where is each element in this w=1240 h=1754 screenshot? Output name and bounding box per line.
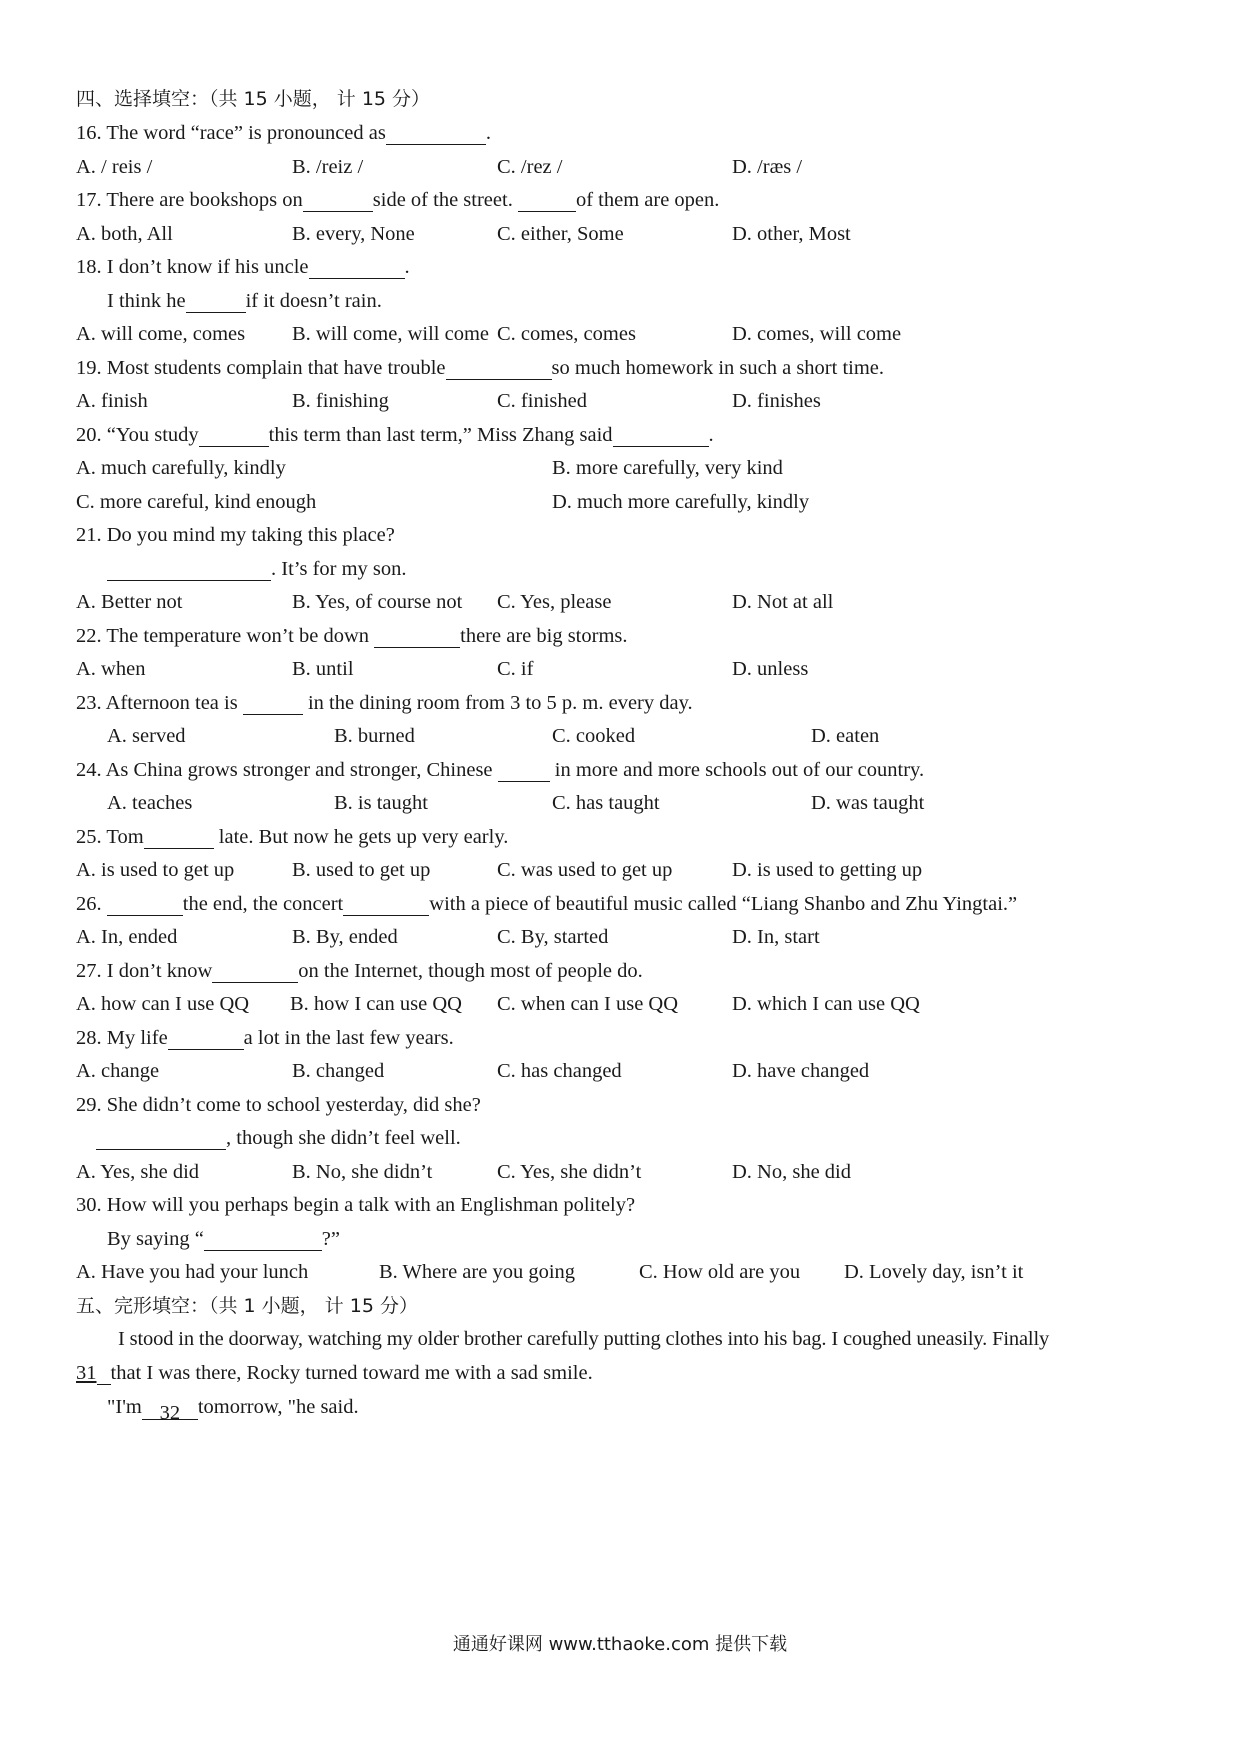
answer-blank <box>498 757 550 782</box>
answer-blank <box>212 958 298 983</box>
options-24 <box>76 785 1180 822</box>
blank-32: 32 <box>142 1395 198 1420</box>
option-d: D. Lovely day, isn’t it <box>844 1261 1024 1283</box>
question-22: 22. The temperature won’t be down there are big storms. <box>76 625 628 647</box>
question-21: 21. Do you mind my taking this place? <box>76 524 395 546</box>
answer-blank <box>168 1025 244 1050</box>
option-c: C. By, started <box>497 926 609 948</box>
answer-blank <box>303 187 373 212</box>
options-22 <box>76 651 1180 688</box>
option-d: D. have changed <box>732 1060 870 1082</box>
options-17 <box>76 216 1180 253</box>
option-d: D. comes, will come <box>732 323 902 345</box>
option-b: B. used to get up <box>292 859 431 881</box>
section4-title: 四、选择填空：（共 15 小题， 计 15 分） <box>76 88 431 110</box>
answer-blank <box>144 824 214 849</box>
answer-blank <box>309 254 405 279</box>
option-b: B. Yes, of course not <box>292 591 463 613</box>
option-a: A. Yes, she did <box>76 1161 200 1183</box>
option-a: A. much carefully, kindly <box>76 457 286 479</box>
answer-blank <box>199 422 269 447</box>
answer-blank <box>186 288 246 313</box>
option-d: D. eaten <box>811 725 880 747</box>
option-c: C. has taught <box>552 792 660 814</box>
option-c: C. finished <box>497 390 587 412</box>
option-a: A. will come, comes <box>76 323 246 345</box>
option-a: A. change <box>76 1060 160 1082</box>
option-d: D. finishes <box>732 390 821 412</box>
blank-31: 31 <box>76 1362 97 1384</box>
question-25: 25. Tom late. But now he gets up very early. <box>76 826 509 848</box>
options-30 <box>76 1254 1180 1291</box>
answer-blank <box>96 1125 226 1150</box>
question-18: 18. I don’t know if his uncle . <box>76 256 410 278</box>
answer-blank <box>386 120 486 145</box>
option-c: C. has changed <box>497 1060 622 1082</box>
option-c: C. if <box>497 658 534 680</box>
options-16 <box>76 149 1180 186</box>
option-a: A. / reis / <box>76 156 153 178</box>
question-26: 26. the end, the concert with a piece of beautiful music called “Liang Shanbo and Zhu Yingtai.” <box>76 893 1018 915</box>
option-a: A. served <box>107 725 186 747</box>
option-b: B. Where are you going <box>379 1261 576 1283</box>
answer-blank <box>374 623 460 648</box>
option-b: B. finishing <box>292 390 389 412</box>
passage-line-3: "I'm 32 tomorrow, "he said. <box>107 1396 359 1424</box>
options-19 <box>76 383 1180 420</box>
options-25 <box>76 852 1180 889</box>
option-a: A. when <box>76 658 146 680</box>
answer-blank <box>204 1226 322 1251</box>
option-a: A. Have you had your lunch <box>76 1261 309 1283</box>
passage-line-1: I stood in the doorway, watching my older brother carefully putting clothes into his bag. I coughed uneasily. Finally <box>118 1328 1050 1350</box>
option-d: D. is used to getting up <box>732 859 923 881</box>
options-20-row2 <box>76 484 1180 521</box>
question-23: 23. Afternoon tea is in the dining room from 3 to 5 p. m. every day. <box>76 692 693 714</box>
option-a: A. finish <box>76 390 148 412</box>
answer-blank <box>97 1360 111 1385</box>
passage-line-2: 31 that I was there, Rocky turned toward me with a sad smile. <box>76 1362 593 1384</box>
option-b: B. No, she didn’t <box>292 1161 433 1183</box>
option-c: C. comes, comes <box>497 323 636 345</box>
option-c: C. How old are you <box>639 1261 801 1283</box>
question-16: 16. The word “race” is pronounced as . <box>76 122 491 144</box>
option-b: B. By, ended <box>292 926 398 948</box>
section5-title: 五、完形填空：（共 1 小题， 计 15 分） <box>76 1295 418 1317</box>
options-28 <box>76 1053 1180 1090</box>
option-c: C. was used to get up <box>497 859 673 881</box>
options-27 <box>76 986 1180 1023</box>
answer-blank <box>107 891 183 916</box>
question-30-line2: By saying “ ?” <box>107 1228 340 1250</box>
option-a: A. how can I use QQ <box>76 993 250 1015</box>
option-d: D. much more carefully, kindly <box>552 491 810 513</box>
option-d: D. /ræs / <box>732 156 803 178</box>
option-a: A. both, All <box>76 223 173 245</box>
option-b: B. how I can use QQ <box>290 993 462 1015</box>
option-b: B. more carefully, very kind <box>552 457 783 479</box>
option-d: D. other, Most <box>732 223 851 245</box>
options-29 <box>76 1154 1180 1191</box>
options-21 <box>76 584 1180 621</box>
option-d: D. was taught <box>811 792 925 814</box>
option-b: B. is taught <box>334 792 428 814</box>
question-27: 27. I don’t know on the Internet, though most of people do. <box>76 960 643 982</box>
option-c: C. Yes, she didn’t <box>497 1161 642 1183</box>
question-28: 28. My life a lot in the last few years. <box>76 1027 454 1049</box>
option-d: D. No, she did <box>732 1161 852 1183</box>
answer-blank <box>243 690 303 715</box>
question-18-line2: I think he if it doesn’t rain. <box>107 290 382 312</box>
question-29-line2: , though she didn’t feel well. <box>96 1120 1180 1157</box>
option-b: B. every, None <box>292 223 415 245</box>
question-17: 17. There are bookshops on side of the street. of them are open. <box>76 189 720 211</box>
footer-text: 通通好课网 www.tthaoke.com 提供下载 <box>452 1634 788 1655</box>
answer-blank <box>107 556 271 581</box>
question-20: 20. “You study this term than last term,” Miss Zhang said . <box>76 424 714 446</box>
option-d: D. which I can use QQ <box>732 993 920 1015</box>
options-23 <box>76 718 1180 755</box>
question-21-line2: . It’s for my son. <box>107 551 1180 588</box>
answer-blank <box>518 187 576 212</box>
option-b: B. will come, will come <box>292 323 489 345</box>
option-b: B. burned <box>334 725 415 747</box>
options-20-row1 <box>76 450 1180 487</box>
option-d: D. In, start <box>732 926 820 948</box>
option-d: D. Not at all <box>732 591 834 613</box>
option-a: A. In, ended <box>76 926 178 948</box>
question-30: 30. How will you perhaps begin a talk with an Englishman politely? <box>76 1194 636 1216</box>
question-19: 19. Most students complain that have trouble so much homework in such a short time. <box>76 357 885 379</box>
option-c: C. cooked <box>552 725 636 747</box>
option-b: B. until <box>292 658 354 680</box>
options-18 <box>76 316 1180 353</box>
question-24: 24. As China grows stronger and stronger, Chinese in more and more schools out of our country. <box>76 759 925 781</box>
option-a: A. is used to get up <box>76 859 235 881</box>
option-d: D. unless <box>732 658 809 680</box>
option-c: C. more careful, kind enough <box>76 491 317 513</box>
option-a: A. Better not <box>76 591 183 613</box>
answer-blank <box>613 422 709 447</box>
answer-blank <box>343 891 429 916</box>
options-26 <box>76 919 1180 956</box>
option-c: C. /rez / <box>497 156 563 178</box>
question-29: 29. She didn’t come to school yesterday, did she? <box>76 1094 481 1116</box>
answer-blank <box>446 355 552 380</box>
option-c: C. Yes, please <box>497 591 612 613</box>
option-b: B. changed <box>292 1060 385 1082</box>
option-c: C. when can I use QQ <box>497 993 679 1015</box>
option-b: B. /reiz / <box>292 156 364 178</box>
option-c: C. either, Some <box>497 223 624 245</box>
option-a: A. teaches <box>107 792 193 814</box>
